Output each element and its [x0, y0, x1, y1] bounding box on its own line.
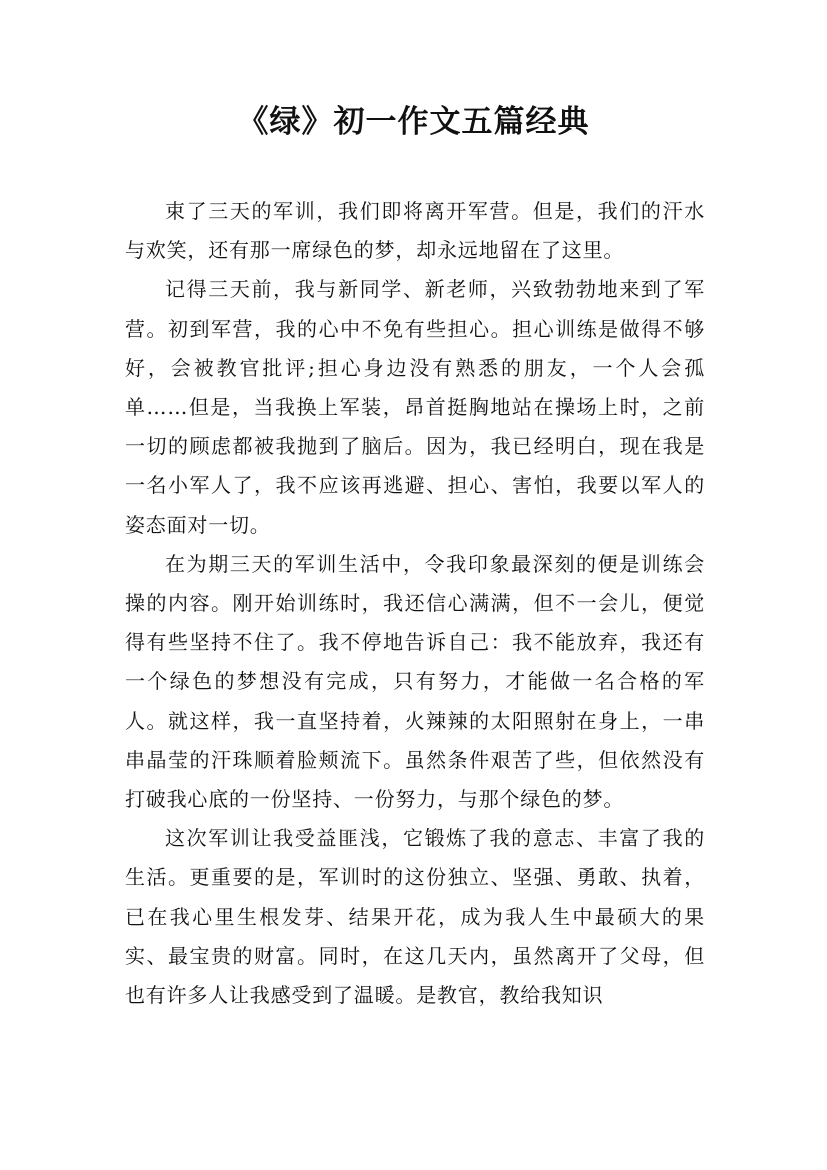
paragraph-1: 束了三天的军训，我们即将离开军营。但是，我们的汗水与欢笑，还有那一席绿色的梦，却永远地留在了这里。	[125, 199, 705, 263]
document-body	[125, 192, 705, 1015]
paragraph-3: 在为期三天的军训生活中，令我印象最深刻的便是训练会操的内容。刚开始训练时，我还信心满满，但不一会儿，便觉得有些坚持不住了。我不停地告诉自己：我不能放弃，我还有一个绿色的梦想没有完成，只有努力，才能做一名合格的军人。就这样，我一直坚持着，火辣辣的太阳照射在身上，一串串晶莹的汗珠顺着脸颊流下。虽然条件艰苦了些，但依然没有打破我心底的一份坚持、一份努力，与那个绿色的梦。	[125, 551, 705, 812]
paragraph-4: 这次军训让我受益匪浅，它锻炼了我的意志、丰富了我的生活。更重要的是，军训时的这份独立、坚强、勇敢、执着，已在我心里生根发芽、结果开花，成为我人生中最硕大的果实、最宝贵的财富。同时，在这几天内，虽然离开了父母，但也有许多人让我感受到了温暖。是教官，教给我知识	[125, 826, 705, 1008]
paragraph-2: 记得三天前，我与新同学、新老师，兴致勃勃地来到了军营。初到军营，我的心中不免有些担心。担心训练是做得不够好，会被教官批评;担心身边没有熟悉的朋友，一个人会孤单……但是，当我换上军装，昂首挺胸地站在操场上时，之前一切的顾虑都被我抛到了脑后。因为，我已经明白，现在我是一名小军人了，我不应该再逃避、担心、害怕，我要以军人的姿态面对一切。	[125, 277, 705, 537]
document-title: 《绿》初一作文五篇经典	[237, 104, 590, 140]
